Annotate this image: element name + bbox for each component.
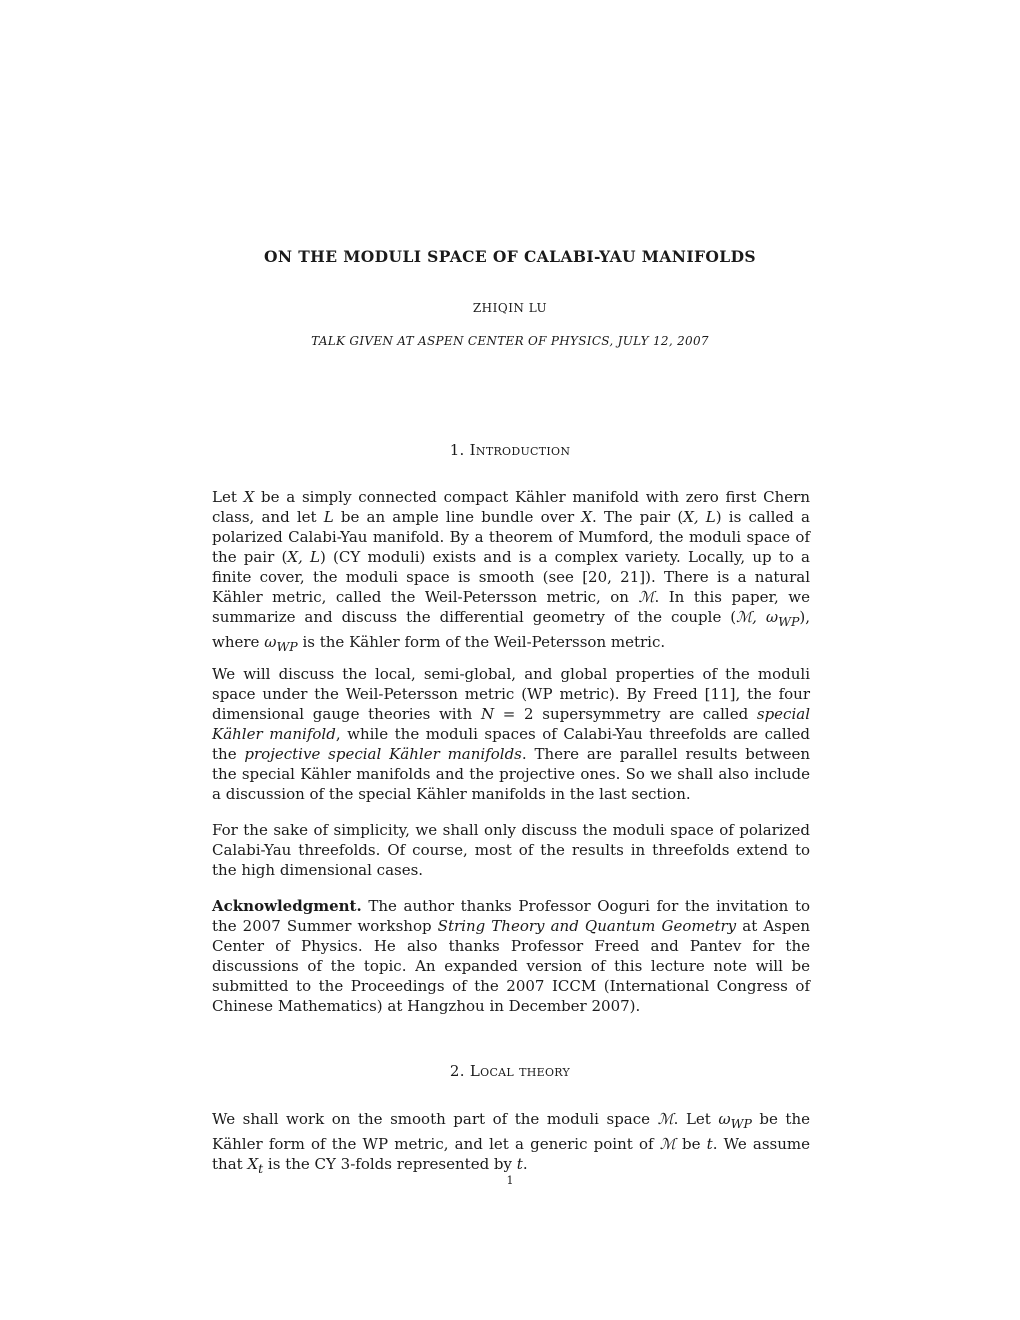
intro-paragraph-2: We will discuss the local, semi-global, and global properties of the moduli space under the Weil-Petersson metric (WP metric). By Freed [11], the four dimensional gauge theories with N = 2 supersymmetry are called special Kähler manifold, while the moduli spaces of Calabi-Yau threefolds are called the projective special Kähler manifolds. There are parallel results between the special Kähler manifolds and the projective ones. So we shall also include a discussion of the special Kähler manifolds in the last section. (212, 665, 810, 803)
section-heading-local-theory: 2. Local theory (449, 1062, 571, 1080)
intro-paragraph-3: For the sake of simplicity, we shall only discuss the moduli space of polarized Calabi-Yau threefolds. Of course, most of the results in threefolds extend to the high dimensional cases. (212, 821, 810, 879)
acknowledgment-paragraph: Acknowledgment. The author thanks Professor Ooguri for the invitation to the 2007 Summer workshop String Theory and Quantum Geometry at Aspen Center of Physics. He also thanks Professor Freed and Pantev for the discussions of the topic. An expanded version of this lecture note will be submitted to the Proceedings of the 2007 ICCM (International Congress of Chinese Mathematics) at Hangzhou in December 2007). (212, 897, 810, 1015)
page-number: 1 (506, 1174, 514, 1187)
section-heading-introduction: 1. Introduction (449, 441, 571, 459)
acknowledgment-label: Acknowledgment. (212, 897, 362, 915)
author-name: ZHIQIN LU (472, 301, 548, 315)
intro-paragraph-1: Let X be a simply connected compact Kähler manifold with zero first Chern class, and let L be an ample line bundle over X. The pair (X, L) is called a polarized Calabi-Yau manifold. By a theorem of Mumford, the moduli space of the pair (X, L) (CY moduli) exists and is a complex variety. Locally, up to a finite cover, the moduli space is smooth (see [20, 21]). There is a natural Kähler metric, called the Weil-Petersson metric, on ℳ. In this paper, we summarize and discuss the differential geometry of the couple (ℳ, $\omega_{WP}$), where $\omega_{WP}$ is the Kähler form of the Weil-Petersson metric. (212, 488, 811, 654)
paper-title: ON THE MODULI SPACE OF CALABI-YAU MANIFOLDS (263, 247, 757, 266)
talk-subtitle: TALK GIVEN AT ASPEN CENTER OF PHYSICS, JULY 12, 2007 (311, 334, 709, 348)
local-theory-paragraph-1: We shall work on the smooth part of the moduli space ℳ. Let $\omega_{WP}$ be the Kähler form of the WP metric, and let a generic point of ℳ be t. We assume that $X_t$ is the CY 3-folds represented by t. (212, 1110, 811, 1176)
